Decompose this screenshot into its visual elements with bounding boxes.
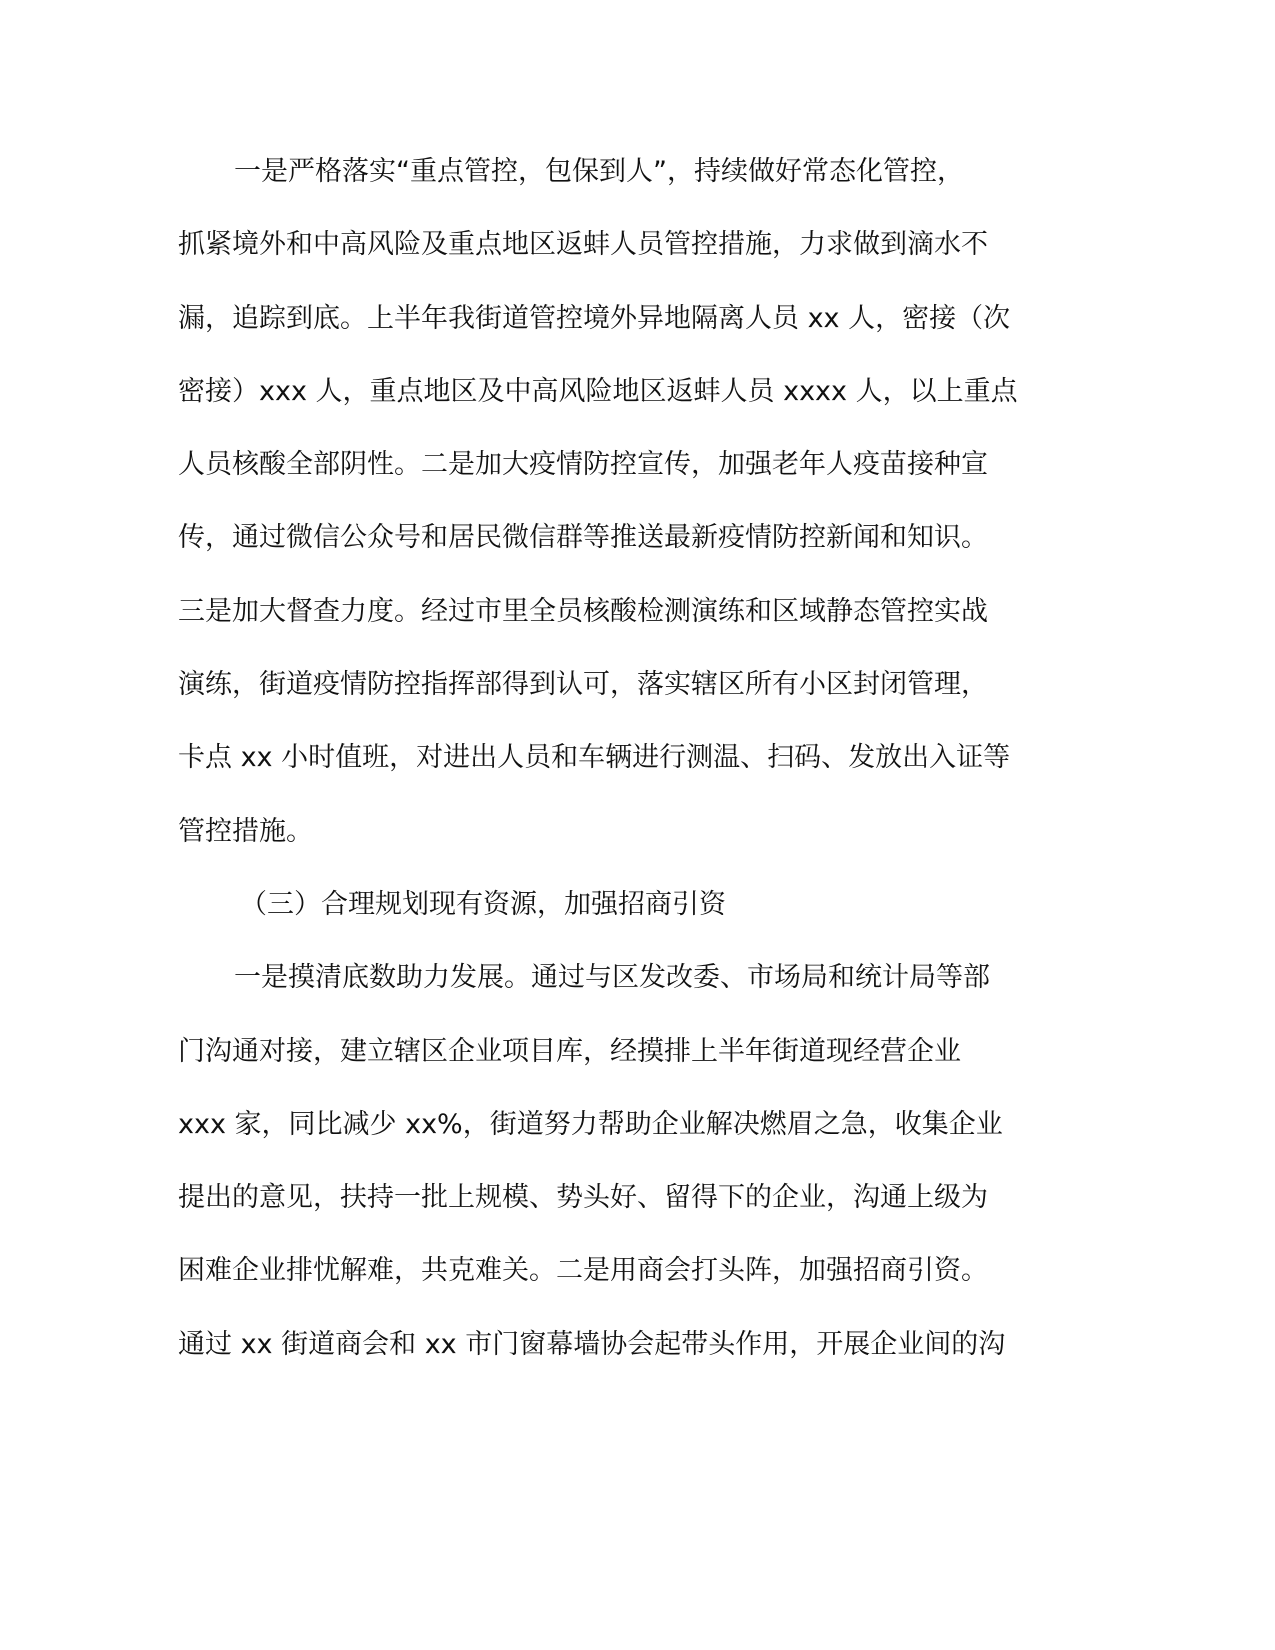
paragraph-line: 卡点 xx 小时值班，对进出人员和车辆进行测温、扫码、发放出入证等 (178, 742, 1011, 774)
paragraph-line: 一是严格落实“重点管控，包保到人”，持续做好常态化管控， (234, 156, 964, 187)
paragraph-line: 通过 xx 街道商会和 xx 市门窗幕墙协会起带头作用，开展企业间的沟 (178, 1328, 1006, 1360)
paragraph-line: 三是加大督查力度。经过市里全员核酸检测演练和区域静态管控实战 (178, 595, 988, 627)
paragraph-line: 困难企业排忧解难，共克难关。二是用商会打头阵，加强招商引资。 (178, 1255, 988, 1287)
paragraph-line: 门沟通对接，建立辖区企业项目库，经摸排上半年街道现经营企业 (178, 1035, 961, 1067)
paragraph-line: 提出的意见，扶持一批上规模、势头好、留得下的企业，沟通上级为 (178, 1182, 988, 1214)
paragraph-line: 管控措施。 (178, 815, 313, 847)
paragraph-line: 传，通过微信公众号和居民微信群等推送最新疫情防控新闻和知识。 (178, 522, 988, 554)
paragraph-line: 密接）xxx 人，重点地区及中高风险地区返蚌人员 xxxx 人，以上重点 (178, 375, 1018, 407)
paragraph-line: 演练，街道疫情防控指挥部得到认可，落实辖区所有小区封闭管理， (178, 669, 988, 701)
paragraph-line: 抓紧境外和中高风险及重点地区返蚌人员管控措施，力求做到滴水不 (178, 229, 988, 261)
document-body (178, 135, 1038, 1381)
paragraph-line: xxx 家，同比减少 xx%，街道努力帮助企业解决燃眉之急，收集企业 (178, 1108, 1003, 1140)
section-heading: （三）合理规划现有资源，加强招商引资 (240, 888, 726, 920)
paragraph-line: 一是摸清底数助力发展。通过与区发改委、市场局和统计局等部 (234, 962, 990, 994)
paragraph-line: 漏，追踪到底。上半年我街道管控境外异地隔离人员 xx 人，密接（次 (178, 302, 1011, 334)
paragraph-line: 人员核酸全部阴性。二是加大疫情防控宣传，加强老年人疫苗接种宣 (178, 449, 988, 481)
